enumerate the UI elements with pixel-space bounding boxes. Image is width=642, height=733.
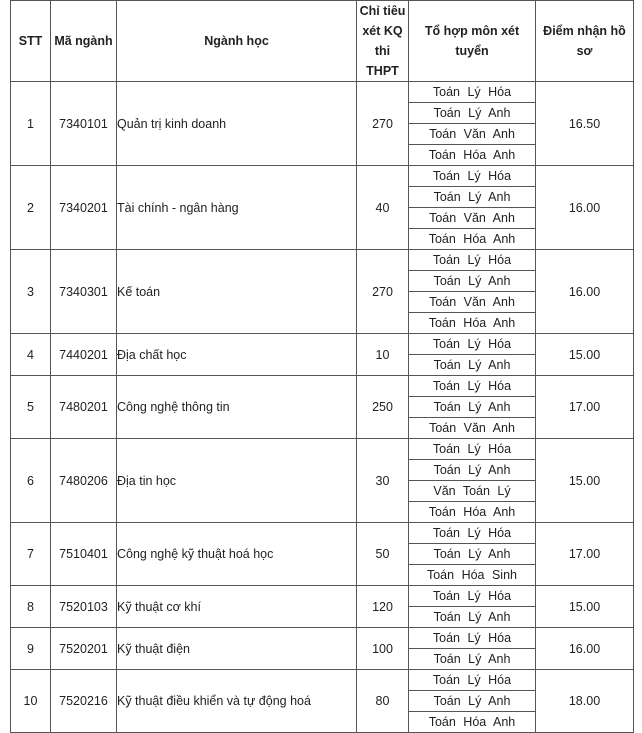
cell-quota: 50 [357, 523, 409, 586]
cell-stt: 8 [11, 586, 51, 628]
cell-combo: Toán Lý Anh [409, 397, 536, 418]
cell-name: Kỹ thuật điều khiển và tự động hoá [117, 670, 357, 733]
cell-combo: Toán Lý Anh [409, 271, 536, 292]
cell-code: 7340301 [51, 250, 117, 334]
cell-score: 17.00 [536, 523, 634, 586]
cell-quota: 120 [357, 586, 409, 628]
header-chi-tieu-line1: Chỉ tiêu [359, 4, 406, 18]
cell-code: 7440201 [51, 334, 117, 376]
cell-name: Kỹ thuật điện [117, 628, 357, 670]
cell-stt: 5 [11, 376, 51, 439]
cell-code: 7510401 [51, 523, 117, 586]
cell-combo: Toán Hóa Anh [409, 313, 536, 334]
cell-quota: 30 [357, 439, 409, 523]
table-row [11, 166, 634, 187]
header-diem: Điểm nhận hồ sơ [536, 1, 634, 82]
table-row [11, 670, 634, 691]
cell-score: 17.00 [536, 376, 634, 439]
cell-score: 16.00 [536, 250, 634, 334]
cell-name: Công nghệ thông tin [117, 376, 357, 439]
cell-stt: 10 [11, 670, 51, 733]
header-to-hop: Tổ hợp môn xét tuyển [409, 1, 536, 82]
table-row [11, 523, 634, 544]
cell-combo: Toán Lý Anh [409, 103, 536, 124]
cell-name: Công nghệ kỹ thuật hoá học [117, 523, 357, 586]
cell-quota: 40 [357, 166, 409, 250]
cell-combo: Văn Toán Lý [409, 481, 536, 502]
cell-code: 7480206 [51, 439, 117, 523]
cell-combo: Toán Hóa Anh [409, 502, 536, 523]
cell-stt: 1 [11, 82, 51, 166]
cell-name: Quản trị kinh doanh [117, 82, 357, 166]
header-nganh-hoc: Ngành học [117, 1, 357, 82]
cell-combo: Toán Lý Anh [409, 691, 536, 712]
cell-combo: Toán Lý Hóa [409, 250, 536, 271]
header-chi-tieu-line2: xét KQ [362, 24, 403, 38]
cell-combo: Toán Lý Hóa [409, 82, 536, 103]
cell-name: Tài chính - ngân hàng [117, 166, 357, 250]
header-ma-nganh: Mã ngành [51, 1, 117, 82]
cell-combo: Toán Lý Hóa [409, 439, 536, 460]
admissions-table [10, 0, 634, 733]
cell-code: 7480201 [51, 376, 117, 439]
cell-combo: Toán Lý Hóa [409, 376, 536, 397]
table-row [11, 82, 634, 103]
cell-combo: Toán Lý Anh [409, 355, 536, 376]
cell-quota: 270 [357, 250, 409, 334]
cell-combo: Toán Lý Anh [409, 460, 536, 481]
cell-combo: Toán Hóa Sinh [409, 565, 536, 586]
cell-score: 15.00 [536, 439, 634, 523]
cell-stt: 6 [11, 439, 51, 523]
header-stt: STT [11, 1, 51, 82]
cell-combo: Toán Văn Anh [409, 418, 536, 439]
cell-code: 7520216 [51, 670, 117, 733]
cell-score: 15.00 [536, 334, 634, 376]
cell-combo: Toán Lý Hóa [409, 166, 536, 187]
cell-combo: Toán Lý Hóa [409, 523, 536, 544]
cell-score: 16.50 [536, 82, 634, 166]
cell-quota: 250 [357, 376, 409, 439]
cell-code: 7520103 [51, 586, 117, 628]
header-chi-tieu-line3: thi THPT [366, 44, 399, 78]
table-row [11, 334, 634, 355]
cell-combo: Toán Lý Hóa [409, 670, 536, 691]
table-row [11, 628, 634, 649]
cell-combo: Toán Lý Anh [409, 544, 536, 565]
cell-score: 16.00 [536, 628, 634, 670]
cell-quota: 80 [357, 670, 409, 733]
table-row [11, 586, 634, 607]
cell-score: 18.00 [536, 670, 634, 733]
cell-combo: Toán Lý Anh [409, 607, 536, 628]
cell-stt: 2 [11, 166, 51, 250]
cell-code: 7340201 [51, 166, 117, 250]
cell-combo: Toán Hóa Anh [409, 712, 536, 733]
cell-combo: Toán Hóa Anh [409, 145, 536, 166]
cell-score: 16.00 [536, 166, 634, 250]
cell-combo: Toán Văn Anh [409, 208, 536, 229]
cell-name: Địa tin học [117, 439, 357, 523]
cell-name: Kế toán [117, 250, 357, 334]
cell-stt: 3 [11, 250, 51, 334]
cell-combo: Toán Lý Hóa [409, 628, 536, 649]
table-header [11, 1, 634, 82]
cell-quota: 10 [357, 334, 409, 376]
cell-stt: 9 [11, 628, 51, 670]
cell-stt: 4 [11, 334, 51, 376]
cell-score: 15.00 [536, 586, 634, 628]
cell-combo: Toán Hóa Anh [409, 229, 536, 250]
cell-combo: Toán Lý Hóa [409, 586, 536, 607]
cell-combo: Toán Lý Anh [409, 187, 536, 208]
cell-combo: Toán Văn Anh [409, 124, 536, 145]
cell-name: Địa chất học [117, 334, 357, 376]
cell-code: 7340101 [51, 82, 117, 166]
cell-combo: Toán Lý Hóa [409, 334, 536, 355]
table-body [11, 82, 634, 733]
cell-code: 7520201 [51, 628, 117, 670]
cell-quota: 270 [357, 82, 409, 166]
cell-combo: Toán Văn Anh [409, 292, 536, 313]
cell-quota: 100 [357, 628, 409, 670]
table-row [11, 250, 634, 271]
table-row [11, 376, 634, 397]
cell-combo: Toán Lý Anh [409, 649, 536, 670]
cell-name: Kỹ thuật cơ khí [117, 586, 357, 628]
table-row [11, 439, 634, 460]
header-chi-tieu [357, 1, 409, 82]
cell-stt: 7 [11, 523, 51, 586]
